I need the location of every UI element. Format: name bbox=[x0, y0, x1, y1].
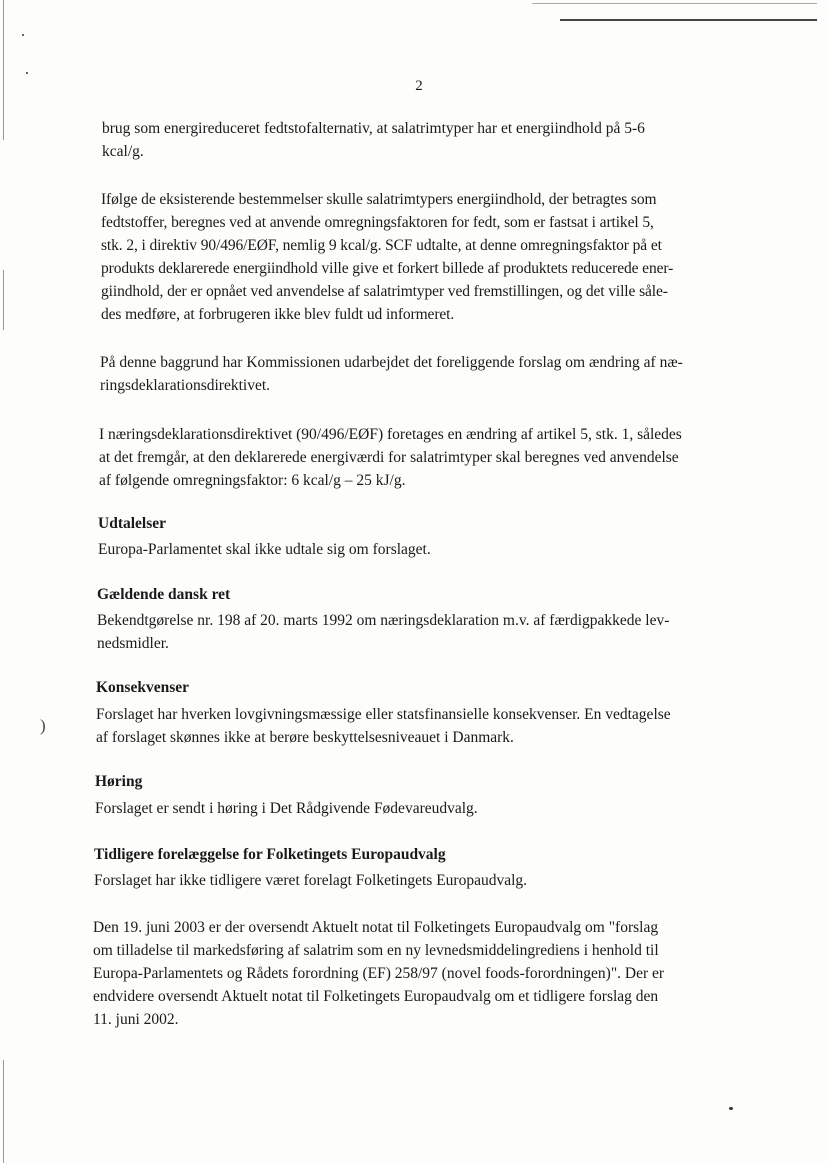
text-line: Den 19. juni 2003 er der oversendt Aktuelt notat til Folketingets Europaudvalg om "forslag bbox=[93, 919, 659, 936]
text-line: Ifølge de eksisterende bestemmelser skulle salatrimtypers energiindhold, der betragtes som bbox=[101, 191, 657, 208]
paragraph-3 bbox=[100, 351, 683, 397]
paragraph-8 bbox=[95, 797, 478, 820]
text-line: Europa-Parlamentets og Rådets forordning (EF) 258/97 (novel foods-forordningen)". Der er bbox=[93, 965, 665, 982]
text-line: Forslaget har hverken lovgivningsmæssige eller statsfinansielle konsekvenser. En vedtagelse bbox=[96, 706, 671, 723]
scan-speck bbox=[26, 72, 28, 74]
paragraph-10 bbox=[93, 916, 664, 1031]
text-line: af forslaget skønnes ikke at berøre beskyttelsesniveauet i Danmark. bbox=[96, 729, 514, 746]
text-line: at det fremgår, at den deklarerede energiværdi for salatrimtyper skal beregnes ved anvendelse bbox=[99, 449, 679, 466]
text-line: Europa-Parlamentet skal ikke udtale sig om forslaget. bbox=[98, 541, 431, 558]
text-line: des medføre, at forbrugeren ikke blev fuldt ud informeret. bbox=[101, 306, 455, 323]
paragraph-9 bbox=[94, 869, 527, 892]
paragraph-7 bbox=[96, 703, 671, 749]
paragraph-1 bbox=[102, 117, 645, 163]
text-line: fedtstoffer, beregnes ved at anvende omregningsfaktoren for fedt, som er fastsat i artikel 5, bbox=[101, 214, 654, 231]
text-line: brug som energireduceret fedtstofalternativ, at salatrimtyper har et energiindhold på 5-6 bbox=[102, 120, 645, 137]
paragraph-5 bbox=[98, 538, 431, 561]
text-line: Bekendtgørelse nr. 198 af 20. marts 1992 om næringsdeklaration m.v. af færdigpakkede lev- bbox=[97, 612, 670, 629]
text-line: I næringsdeklarationsdirektivet (90/496/EØF) foretages en ændring af artikel 5, stk. 1, således bbox=[99, 426, 682, 443]
scan-speck bbox=[729, 1107, 733, 1110]
text-line: 11. juni 2002. bbox=[93, 1011, 179, 1028]
page-number: 2 bbox=[415, 78, 423, 94]
scan-line-top bbox=[532, 3, 817, 4]
scan-speck bbox=[22, 34, 24, 36]
text-line: endvidere oversendt Aktuelt notat til Folketingets Europaudvalg om et tidligere forslag den bbox=[93, 988, 659, 1005]
scan-edge-lower bbox=[3, 1060, 4, 1163]
text-line: stk. 2, i direktiv 90/496/EØF, nemlig 9 kcal/g. SCF udtalte, at denne omregningsfaktor på et bbox=[101, 237, 662, 254]
scan-line-rule bbox=[560, 19, 817, 21]
text-line: af følgende omregningsfaktor: 6 kcal/g – 25 kJ/g. bbox=[99, 472, 406, 489]
text-line: Forslaget er sendt i høring i Det Rådgivende Fødevareudvalg. bbox=[95, 800, 478, 817]
heading-udtalelser: Udtalelser bbox=[98, 515, 167, 532]
text-line: nedsmidler. bbox=[97, 635, 169, 652]
text-line: giindhold, der er opnået ved anvendelse af salatrimtyper ved fremstillingen, og det ville såle- bbox=[101, 283, 668, 300]
text-line: Forslaget har ikke tidligere været forelagt Folketingets Europaudvalg. bbox=[94, 872, 528, 889]
text-line: kcal/g. bbox=[102, 143, 144, 160]
text-line: ringsdeklarationsdirektivet. bbox=[100, 377, 271, 394]
scan-edge-middle bbox=[3, 270, 4, 330]
margin-mark: ) bbox=[40, 716, 46, 735]
heading-gaeldende-dansk-ret: Gældende dansk ret bbox=[97, 586, 231, 603]
scan-edge-upper bbox=[3, 0, 4, 140]
text-line: På denne baggrund har Kommissionen udarbejdet det foreliggende forslag om ændring af næ- bbox=[100, 354, 683, 371]
paragraph-4 bbox=[99, 423, 682, 492]
text-line: om tilladelse til markedsføring af salatrim som en ny levnedsmiddelingrediens i henhold til bbox=[93, 942, 659, 959]
text-line: produkts deklarerede energiindhold ville give et forkert billede af produktets reducerede ener- bbox=[101, 260, 674, 277]
heading-hoering: Høring bbox=[95, 773, 143, 790]
paragraph-6 bbox=[97, 609, 669, 655]
heading-tidligere-forelaeggelse: Tidligere forelæggelse for Folketingets Europaudvalg bbox=[94, 846, 446, 863]
paragraph-2 bbox=[101, 188, 673, 326]
heading-konsekvenser: Konsekvenser bbox=[96, 679, 189, 696]
